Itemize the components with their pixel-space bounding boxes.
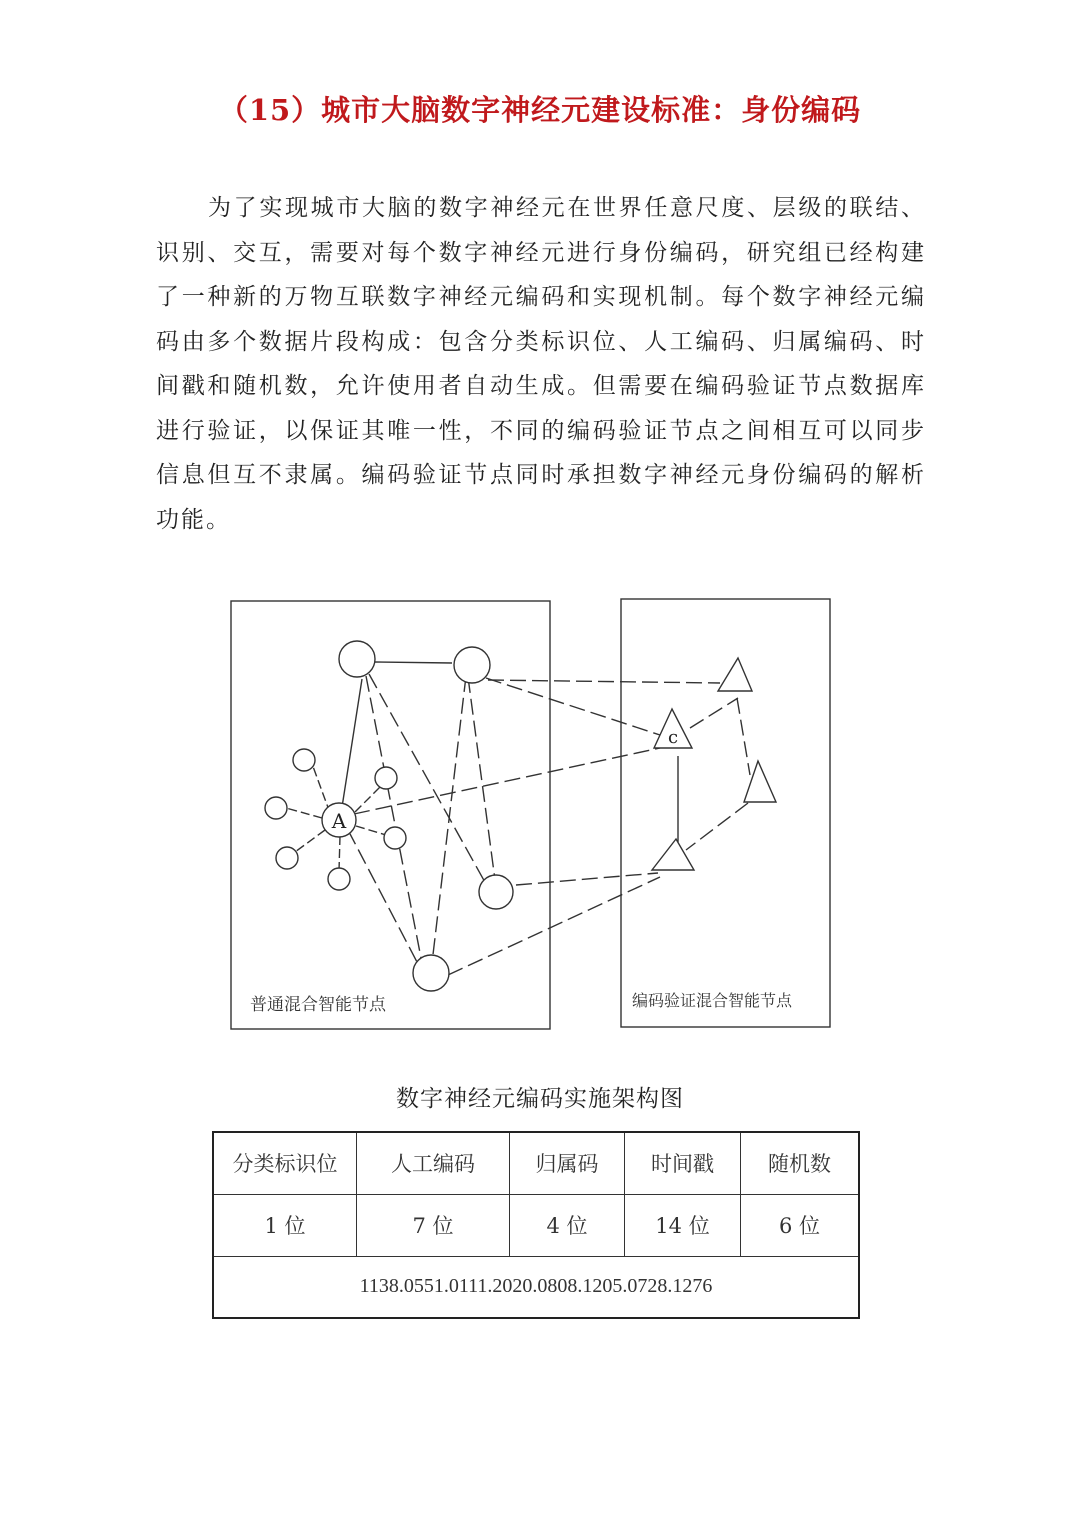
edge-dash bbox=[690, 698, 738, 728]
spoke bbox=[355, 785, 382, 812]
code-structure-table bbox=[212, 1131, 860, 1319]
spoke bbox=[311, 761, 330, 813]
digit-cell: 4 位 bbox=[510, 1194, 625, 1256]
edge-dash bbox=[348, 830, 417, 962]
node-circle-bottom bbox=[413, 955, 449, 991]
diagram-svg bbox=[220, 590, 860, 1040]
table-digits-row bbox=[213, 1194, 859, 1256]
header-cell: 随机数 bbox=[741, 1132, 860, 1194]
figure-caption: 数字神经元编码实施架构图 bbox=[396, 1086, 684, 1112]
leaf-circle bbox=[276, 847, 298, 869]
header-cell: 分类标识位 bbox=[213, 1132, 357, 1194]
body-paragraph: 为了实现城市大脑的数字神经元在世界任意尺度、层级的联结、识别、交互，需要对每个数字神经元进行身份编码，研究组已经构建了一种新的万物互联数字神经元编码和实现机制。每个数字神经元编码由多个数据片段构成：包含分类标识位、人工编码、归属编码、时间戳和随机数，允许使用者自动生成。但需要在编码验证节点数据库进行验证，以保证其唯一性，不同的编码验证节点之间相互可以同步信息但互不隶属。编码验证节点同时承担数字神经元身份编码的解析功能。 bbox=[156, 195, 926, 533]
leaf-circle bbox=[328, 868, 350, 890]
leaf-circle bbox=[293, 749, 315, 771]
spoke bbox=[286, 808, 322, 818]
header-cell: 时间戳 bbox=[625, 1132, 741, 1194]
architecture-diagram bbox=[220, 590, 860, 1040]
edge-dash bbox=[432, 676, 466, 963]
spoke bbox=[356, 826, 386, 835]
sample-code: 1138.0551.0111.2020.0808.1205.0728.1276 bbox=[213, 1256, 859, 1318]
page-title: （15）城市大脑数字神经元建设标准：身份编码 bbox=[218, 93, 862, 127]
leaf-circle bbox=[265, 797, 287, 819]
right-box-label: 编码验证混合智能节点 bbox=[632, 991, 793, 1010]
spoke bbox=[295, 830, 325, 852]
digit-cell: 7 位 bbox=[357, 1194, 510, 1256]
node-circle-top-right bbox=[454, 647, 490, 683]
header-cell: 归属码 bbox=[510, 1132, 625, 1194]
edge-dash bbox=[737, 698, 750, 775]
header-cell: 人工编码 bbox=[357, 1132, 510, 1194]
edge-dash bbox=[488, 680, 720, 683]
table-header-row bbox=[213, 1132, 859, 1194]
digit-cell: 6 位 bbox=[741, 1194, 860, 1256]
node-circle-top-left bbox=[339, 641, 375, 677]
left-box-label: 普通混合智能节点 bbox=[250, 995, 386, 1015]
spoke bbox=[339, 836, 340, 871]
edge-dash bbox=[486, 678, 660, 735]
right-node-frame bbox=[621, 599, 830, 1027]
triangle-node bbox=[652, 839, 694, 870]
edge-dash bbox=[468, 677, 495, 880]
edge-a-top bbox=[340, 679, 362, 820]
edge-dash bbox=[354, 748, 660, 814]
edge-top bbox=[374, 662, 452, 663]
node-circle-middle bbox=[479, 875, 513, 909]
edge-dash bbox=[516, 873, 658, 885]
edge-dash bbox=[686, 803, 748, 850]
leaf-circle bbox=[375, 767, 397, 789]
leaf-circle bbox=[384, 827, 406, 849]
table-sample-row bbox=[213, 1256, 859, 1318]
digit-cell: 14 位 bbox=[625, 1194, 741, 1256]
digit-cell: 1 位 bbox=[213, 1194, 357, 1256]
node-a-label: A bbox=[331, 809, 347, 833]
triangle-node bbox=[718, 658, 752, 691]
node-c-label: c bbox=[667, 727, 679, 748]
